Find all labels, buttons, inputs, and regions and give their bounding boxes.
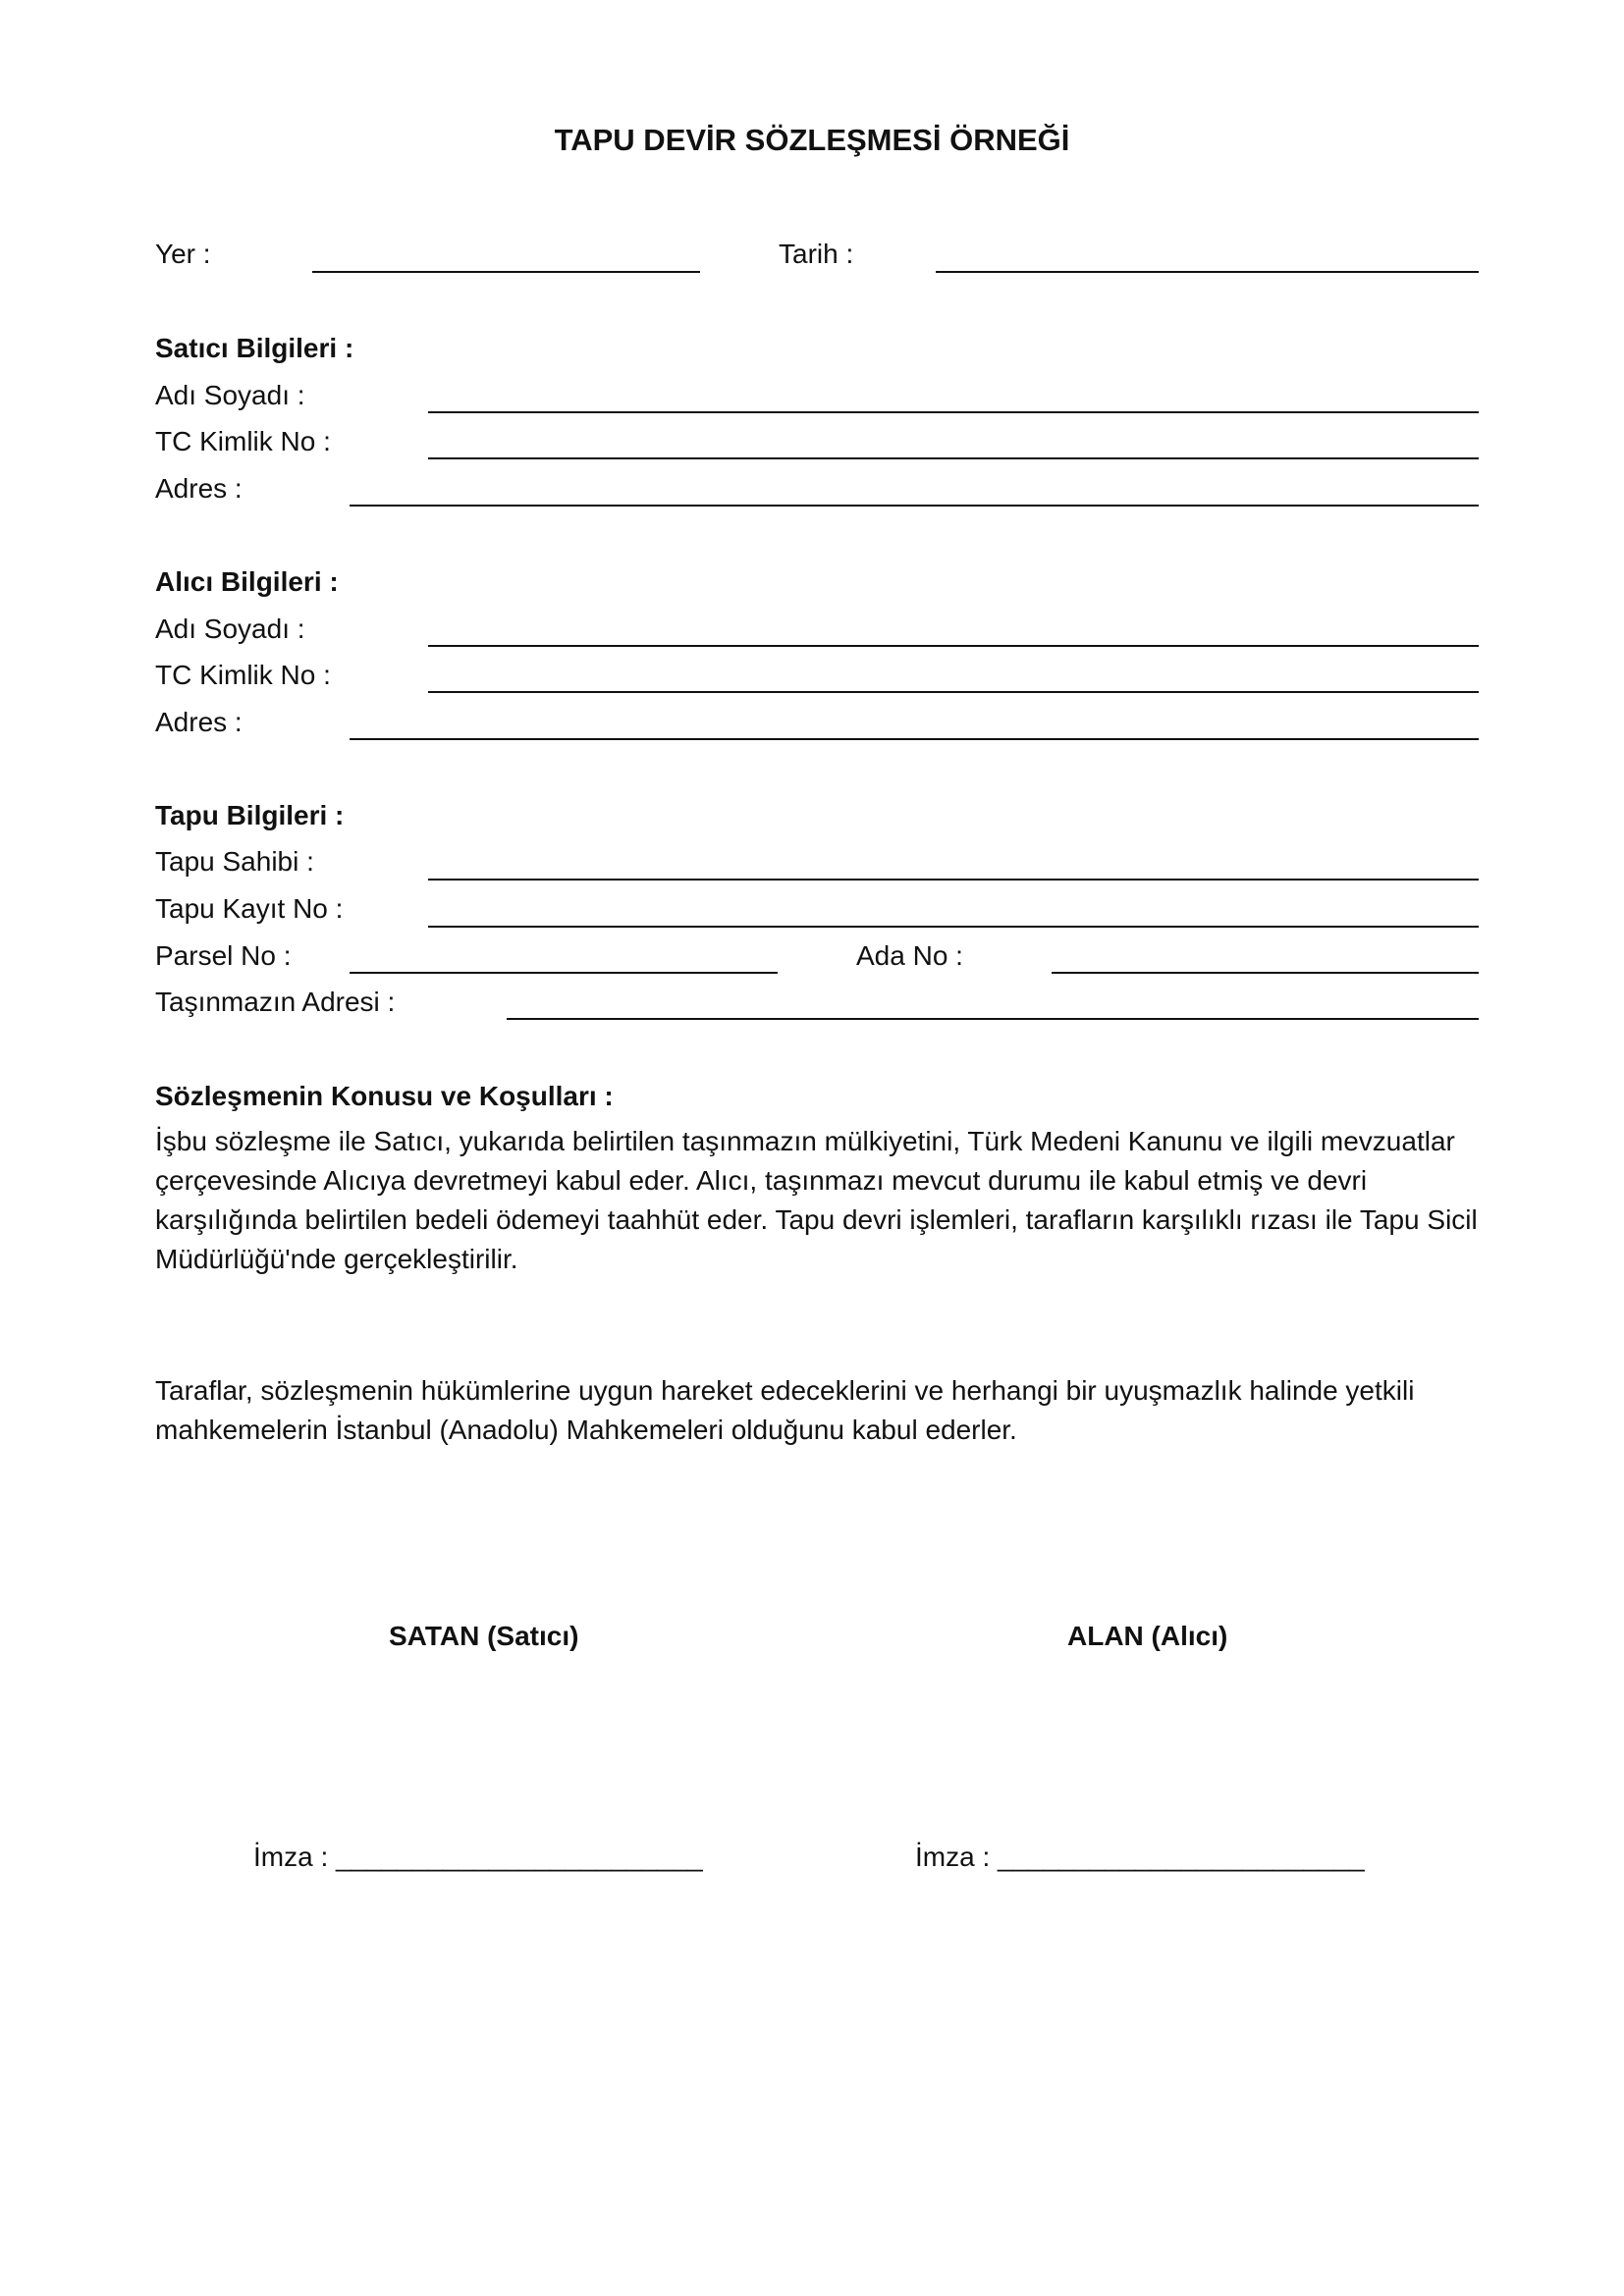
seller-address-label: Adres :: [155, 473, 243, 504]
buyer-heading: Alıcı Bilgileri :: [155, 566, 339, 597]
deed-heading: Tapu Bilgileri :: [155, 800, 345, 830]
seller-name-label: Adı Soyadı :: [155, 380, 305, 410]
deed-owner-line[interactable]: [428, 879, 1479, 881]
deed-property-address-label: Taşınmazın Adresi :: [155, 987, 396, 1017]
date-field-line[interactable]: [936, 271, 1479, 273]
place-label: Yer :: [155, 239, 211, 269]
buyer-id-label: TC Kimlik No :: [155, 660, 331, 690]
buyer-name-line[interactable]: [428, 645, 1479, 647]
place-field-line[interactable]: [312, 271, 700, 273]
date-label: Tarih :: [779, 239, 854, 269]
seller-name-line[interactable]: [428, 411, 1479, 413]
deed-parcel-line[interactable]: [350, 972, 778, 974]
deed-block-label: Ada No :: [856, 940, 963, 971]
seller-address-line[interactable]: [350, 505, 1479, 507]
deed-record-line[interactable]: [428, 926, 1479, 928]
terms-heading: Sözleşmenin Konusu ve Koşulları :: [155, 1081, 614, 1111]
buyer-address-label: Adres :: [155, 707, 243, 737]
document-title: TAPU DEVİR SÖZLEŞMESİ ÖRNEĞİ: [554, 123, 1070, 157]
deed-parcel-label: Parsel No :: [155, 940, 292, 971]
buyer-name-label: Adı Soyadı :: [155, 614, 305, 644]
seller-id-line[interactable]: [428, 457, 1479, 459]
deed-record-label: Tapu Kayıt No :: [155, 893, 344, 924]
seller-signature-field[interactable]: İmza : ________________________: [253, 1842, 703, 1872]
buyer-address-line[interactable]: [350, 738, 1479, 740]
buyer-signature-field[interactable]: İmza : ________________________: [915, 1842, 1365, 1872]
terms-paragraph-2: Taraflar, sözleşmenin hükümlerine uygun hareket edeceklerini ve herhangi bir uyuşmazlık halinde yetkili mahkemelerin İstanbul (Anadolu) Mahkemeleri olduğunu kabul ederler.: [155, 1375, 1415, 1445]
buyer-id-line[interactable]: [428, 691, 1479, 693]
seller-heading: Satıcı Bilgileri :: [155, 333, 354, 363]
seller-signature-heading: SATAN (Satıcı): [389, 1621, 579, 1651]
deed-block-line[interactable]: [1052, 972, 1479, 974]
terms-paragraph-1: İşbu sözleşme ile Satıcı, yukarıda belirtilen taşınmazın mülkiyetini, Türk Medeni Kanunu ve ilgili mevzuatlar çerçevesinde Alıcıya devretmeyi kabul eder. Alıcı, taşınmazı mevcut durumu ile kabul etmiş ve devri karşılığında belirtilen bedeli ödemeyi taahhüt eder. Tapu devri işlemleri, tarafların karşılıklı rızası ile Tapu Sicil Müdürlüğü'nde gerçekleştirilir.: [155, 1126, 1478, 1274]
deed-owner-label: Tapu Sahibi :: [155, 846, 314, 877]
buyer-signature-heading: ALAN (Alıcı): [1067, 1621, 1228, 1651]
deed-property-address-line[interactable]: [507, 1018, 1479, 1020]
seller-id-label: TC Kimlik No :: [155, 426, 331, 456]
